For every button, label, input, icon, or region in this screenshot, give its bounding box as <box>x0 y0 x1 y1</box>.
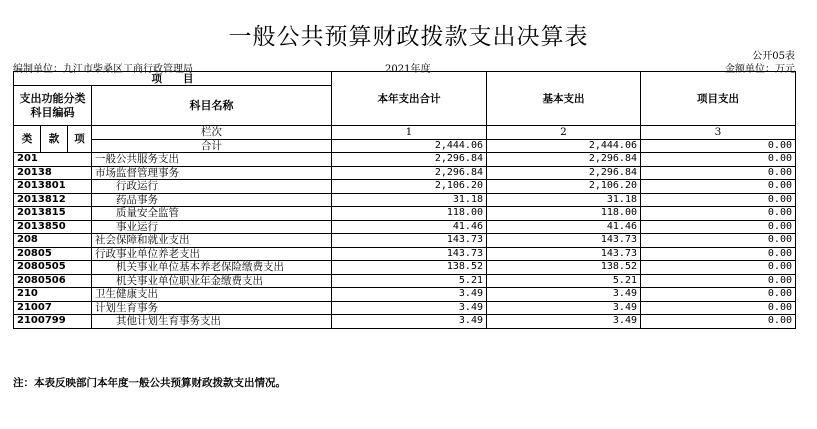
total-amount: 2,444.06 <box>332 139 487 153</box>
row-project: 0.00 <box>641 301 796 315</box>
row-total: 3.49 <box>332 301 487 315</box>
total-project: 0.00 <box>641 139 796 153</box>
header-total: 本年支出合计 <box>332 72 487 126</box>
row-code: 2080506 <box>14 274 92 288</box>
row-basic: 3.49 <box>487 288 641 302</box>
row-project: 0.00 <box>641 193 796 207</box>
amount-unit: 金额单位：万元 <box>725 64 795 75</box>
header-func-code: 支出功能分类科目编码 <box>14 86 92 126</box>
row-name: 行政事业单位养老支出 <box>92 247 332 261</box>
lanci-label: 栏次 <box>92 126 332 140</box>
page-title: 一般公共预算财政拨款支出决算表 <box>228 24 589 50</box>
row-code: 2013850 <box>14 220 92 234</box>
col-num-1: 1 <box>332 126 487 140</box>
row-total: 3.49 <box>332 288 487 302</box>
row-code: 208 <box>14 234 92 248</box>
row-code: 201 <box>14 153 92 167</box>
expenditure-table <box>13 71 796 329</box>
row-total: 138.52 <box>332 261 487 275</box>
row-project: 0.00 <box>641 207 796 221</box>
year-label: 2021年度 <box>385 64 431 75</box>
row-basic: 143.73 <box>487 234 641 248</box>
table-row <box>14 261 796 275</box>
table-row <box>14 193 796 207</box>
row-project: 0.00 <box>641 234 796 248</box>
row-project: 0.00 <box>641 153 796 167</box>
row-code: 2080505 <box>14 261 92 275</box>
row-basic: 3.49 <box>487 301 641 315</box>
row-basic: 31.18 <box>487 193 641 207</box>
table-row <box>14 166 796 180</box>
row-name: 社会保障和就业支出 <box>92 234 332 248</box>
header-items: 项 目 <box>14 72 332 86</box>
row-project: 0.00 <box>641 315 796 329</box>
row-code: 2013815 <box>14 207 92 221</box>
table-row <box>14 247 796 261</box>
row-total: 2,296.84 <box>332 153 487 167</box>
row-basic: 143.73 <box>487 247 641 261</box>
row-project: 0.00 <box>641 288 796 302</box>
row-code: 2013812 <box>14 193 92 207</box>
table-row <box>14 234 796 248</box>
total-label: 合计 <box>92 139 332 153</box>
table-row <box>14 315 796 329</box>
row-basic: 2,296.84 <box>487 153 641 167</box>
table-row <box>14 220 796 234</box>
row-name: 药品事务 <box>92 193 332 207</box>
row-project: 0.00 <box>641 261 796 275</box>
row-name: 质量安全监管 <box>92 207 332 221</box>
row-basic: 118.00 <box>487 207 641 221</box>
footnote: 注：本表反映部门本年度一般公共预算财政拨款支出情况。 <box>13 377 286 389</box>
row-name: 机关事业单位基本养老保险缴费支出 <box>92 261 332 275</box>
row-total: 3.49 <box>332 315 487 329</box>
table-row <box>14 180 796 194</box>
table-row <box>14 301 796 315</box>
table-row <box>14 153 796 167</box>
unit-label: 编制单位：九江市柴桑区工商行政管理局 <box>13 64 193 75</box>
row-code: 210 <box>14 288 92 302</box>
row-name: 其他计划生育事务支出 <box>92 315 332 329</box>
table-row <box>14 288 796 302</box>
row-name: 一般公共服务支出 <box>92 153 332 167</box>
row-name: 市场监督管理事务 <box>92 166 332 180</box>
row-project: 0.00 <box>641 166 796 180</box>
row-total: 41.46 <box>332 220 487 234</box>
row-code: 20138 <box>14 166 92 180</box>
row-total: 31.18 <box>332 193 487 207</box>
row-name: 事业运行 <box>92 220 332 234</box>
row-code: 21007 <box>14 301 92 315</box>
row-total: 5.21 <box>332 274 487 288</box>
row-total: 143.73 <box>332 247 487 261</box>
row-project: 0.00 <box>641 247 796 261</box>
row-basic: 2,106.20 <box>487 180 641 194</box>
row-project: 0.00 <box>641 274 796 288</box>
table-row <box>14 207 796 221</box>
row-code: 20805 <box>14 247 92 261</box>
row-basic: 2,296.84 <box>487 166 641 180</box>
col-num-3: 3 <box>641 126 796 140</box>
row-code: 2100799 <box>14 315 92 329</box>
row-total: 143.73 <box>332 234 487 248</box>
row-project: 0.00 <box>641 220 796 234</box>
row-name: 计划生育事务 <box>92 301 332 315</box>
col-num-2: 2 <box>487 126 641 140</box>
row-project: 0.00 <box>641 180 796 194</box>
row-name: 行政运行 <box>92 180 332 194</box>
row-basic: 3.49 <box>487 315 641 329</box>
row-name: 卫生健康支出 <box>92 288 332 302</box>
row-name: 机关事业单位职业年金缴费支出 <box>92 274 332 288</box>
header-lei: 类 <box>14 126 41 153</box>
header-xiang: 项 <box>68 126 92 153</box>
header-project: 项目支出 <box>641 72 796 126</box>
row-code: 2013801 <box>14 180 92 194</box>
header-basic: 基本支出 <box>487 72 641 126</box>
row-basic: 5.21 <box>487 274 641 288</box>
total-basic: 2,444.06 <box>487 139 641 153</box>
row-total: 2,106.20 <box>332 180 487 194</box>
row-basic: 41.46 <box>487 220 641 234</box>
row-total: 2,296.84 <box>332 166 487 180</box>
header-kuan: 款 <box>41 126 68 153</box>
header-subject-name: 科目名称 <box>92 86 332 126</box>
table-row <box>14 274 796 288</box>
form-code: 公开05表 <box>752 51 795 62</box>
row-basic: 138.52 <box>487 261 641 275</box>
row-total: 118.00 <box>332 207 487 221</box>
